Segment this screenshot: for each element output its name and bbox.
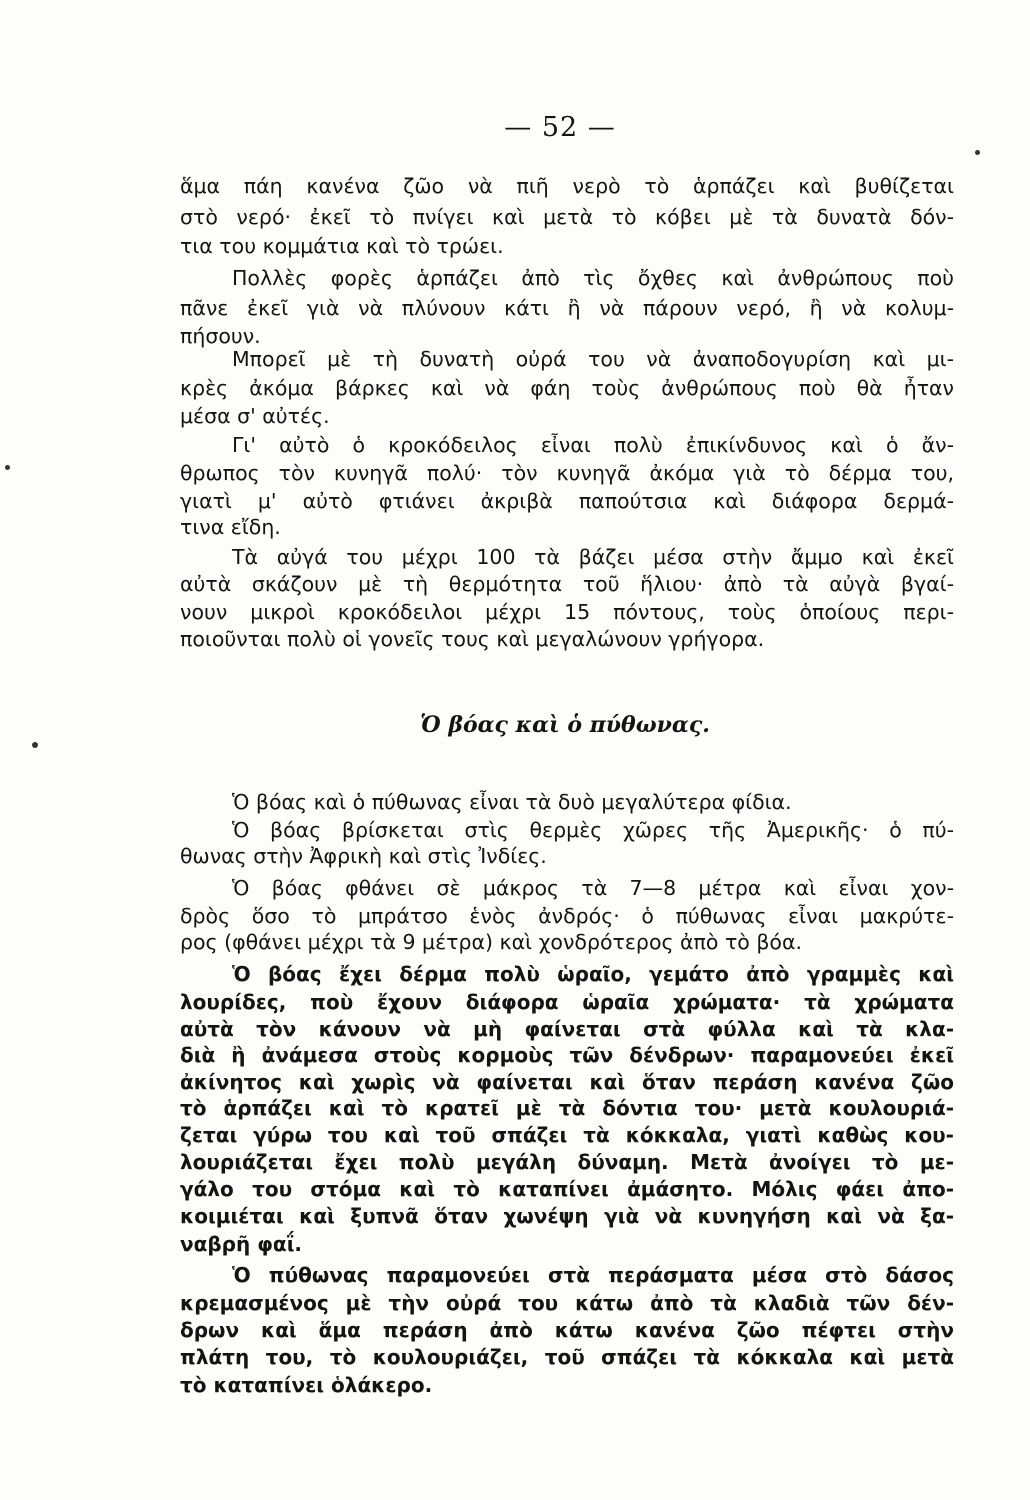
text-line: νουν μικροὶ κροκόδειλοι μέχρι 15 πόντους, τοὺς ὁποίους περι- (180, 600, 954, 624)
text-line: κρεμασμένος μὲ τὴν οὐρά του κάτω ἀπὸ τὰ κλαδιὰ τῶν δέν- (180, 1291, 954, 1315)
text-line: αὐτὰ τὸν κάνουν νὰ μὴ φαίνεται στὰ φύλλα καὶ τὰ κλα- (180, 1017, 954, 1041)
text-line: στὸ νερό· ἐκεῖ τὸ πνίγει καὶ μετὰ τὸ κόβει μὲ τὰ δυνατὰ δόν- (180, 205, 954, 229)
text-line: ἅμα πάη κανένα ζῶο νὰ πιῆ νερὸ τὸ ἁρπάζει καὶ βυθίζεται (180, 174, 954, 198)
text-line: Ὁ βόας φθάνει σὲ μάκρος τὰ 7—8 μέτρα καὶ εἶναι χον- (232, 876, 954, 900)
text-line: λουριάζεται ἔχει πολὺ μεγάλη δύναμη. Μετὰ ἀνοίγει τὸ με- (180, 1150, 954, 1174)
text-line: ποιοῦνται πολὺ οἱ γονεῖς τους καὶ μεγαλώνουν γρήγορα. (180, 627, 765, 651)
text-line: λουρίδες, ποὺ ἔχουν διάφορα ὡραῖα χρώματα· τὰ χρώματα (180, 990, 954, 1014)
text-line: πᾶνε ἐκεῖ γιὰ νὰ πλύνουν κάτι ἢ νὰ πάρουν νερό, ἢ νὰ κολυμ- (180, 296, 954, 320)
text-line: Ὁ βόας καὶ ὁ πύθωνας εἶναι τὰ δυὸ μεγαλύτερα φίδια. (232, 790, 792, 814)
text-line: γιατὶ μ' αὐτὸ φτιάνει ἀκριβὰ παπούτσια καὶ διάφορα δερμά- (180, 489, 954, 513)
text-line: τὸ καταπίνει ὁλάκερο. (180, 1373, 433, 1397)
text-line: Γι' αὐτὸ ὁ κροκόδειλος εἶναι πολὺ ἐπικίνδυνος καὶ ὁ ἄν- (232, 433, 954, 457)
text-line: θωνας στὴν Ἀφρικὴ καὶ στὶς Ἰνδίες. (180, 844, 547, 868)
text-line: γάλο του στόμα καὶ τὸ καταπίνει ἀμάσητο. Μόλις φάει ἀπο- (180, 1177, 954, 1201)
page-number: — 52 — (504, 112, 616, 143)
text-line: Πολλὲς φορὲς ἁρπάζει ἀπὸ τὶς ὄχθες καὶ ἀνθρώπους ποὺ (232, 266, 954, 290)
text-line: κοιμιέται καὶ ξυπνᾶ ὅταν χωνέψη γιὰ νὰ κυνηγήση καὶ νὰ ξα- (180, 1204, 954, 1228)
scan-speck (975, 150, 980, 155)
section-heading: Ὁ βόας καὶ ὁ πύθωνας. (420, 712, 710, 738)
scan-speck (5, 465, 10, 470)
scan-speck (32, 742, 38, 748)
text-line: ρος (φθάνει μέχρι τὰ 9 μέτρα) καὶ χονδρότερος ἀπὸ τὸ βόα. (180, 930, 803, 954)
text-line: κρὲς ἀκόμα βάρκες καὶ νὰ φάη τοὺς ἀνθρώπους ποὺ θὰ ἦταν (180, 376, 954, 400)
text-line: ναβρῆ φαΐ. (180, 1232, 302, 1256)
text-line: τινα εἴδη. (180, 515, 281, 539)
text-line: αὐτὰ σκάζουν μὲ τὴ θερμότητα τοῦ ἥλιου· ἀπὸ τὰ αὐγὰ βγαί- (180, 572, 954, 596)
text-line: Ὁ πύθωνας παραμονεύει στὰ περάσματα μέσα στὸ δάσος (232, 1263, 954, 1287)
text-line: ζεται γύρω του καὶ τοῦ σπάζει τὰ κόκκαλα, γιατὶ καθὼς κου- (180, 1123, 954, 1147)
text-line: τὸ ἁρπάζει καὶ τὸ κρατεῖ μὲ τὰ δόντια του· μετὰ κουλουριά- (180, 1096, 954, 1120)
text-line: πλάτη του, τὸ κουλουριάζει, τοῦ σπάζει τὰ κόκκαλα καὶ μετὰ (180, 1345, 954, 1369)
text-line: διὰ ἢ ἀνάμεσα στοὺς κορμοὺς τῶν δένδρων· παραμονεύει ἐκεῖ (180, 1043, 954, 1067)
text-line: ἀκίνητος καὶ χωρὶς νὰ φαίνεται καὶ ὅταν περάση κανένα ζῶο (180, 1070, 954, 1094)
text-line: δρων καὶ ἅμα περάση ἀπὸ κάτω κανένα ζῶο πέφτει στὴν (180, 1318, 954, 1342)
text-line: πήσουν. (180, 324, 261, 348)
text-line: Μπορεῖ μὲ τὴ δυνατὴ οὐρά του νὰ ἀναποδογυρίση καὶ μι- (232, 347, 954, 371)
text-line: τια του κομμάτια καὶ τὸ τρώει. (180, 234, 504, 258)
text-line: Τὰ αὐγά του μέχρι 100 τὰ βάζει μέσα στὴν ἄμμο καὶ ἐκεῖ (232, 545, 954, 569)
text-line: θρωπος τὸν κυνηγᾶ πολύ· τὸν κυνηγᾶ ἀκόμα γιὰ τὸ δέρμα του, (180, 461, 954, 485)
text-line: Ὁ βόας ἔχει δέρμα πολὺ ὡραῖο, γεμάτο ἀπὸ γραμμὲς καὶ (232, 962, 954, 986)
text-line: δρὸς ὅσο τὸ μπράτσο ἑνὸς ἀνδρός· ὁ πύθωνας εἶναι μακρύτε- (180, 904, 954, 928)
text-line: Ὁ βόας βρίσκεται στὶς θερμὲς χῶρες τῆς Ἀμερικῆς· ὁ πύ- (232, 818, 954, 842)
text-line: μέσα σ' αὐτές. (180, 404, 330, 428)
